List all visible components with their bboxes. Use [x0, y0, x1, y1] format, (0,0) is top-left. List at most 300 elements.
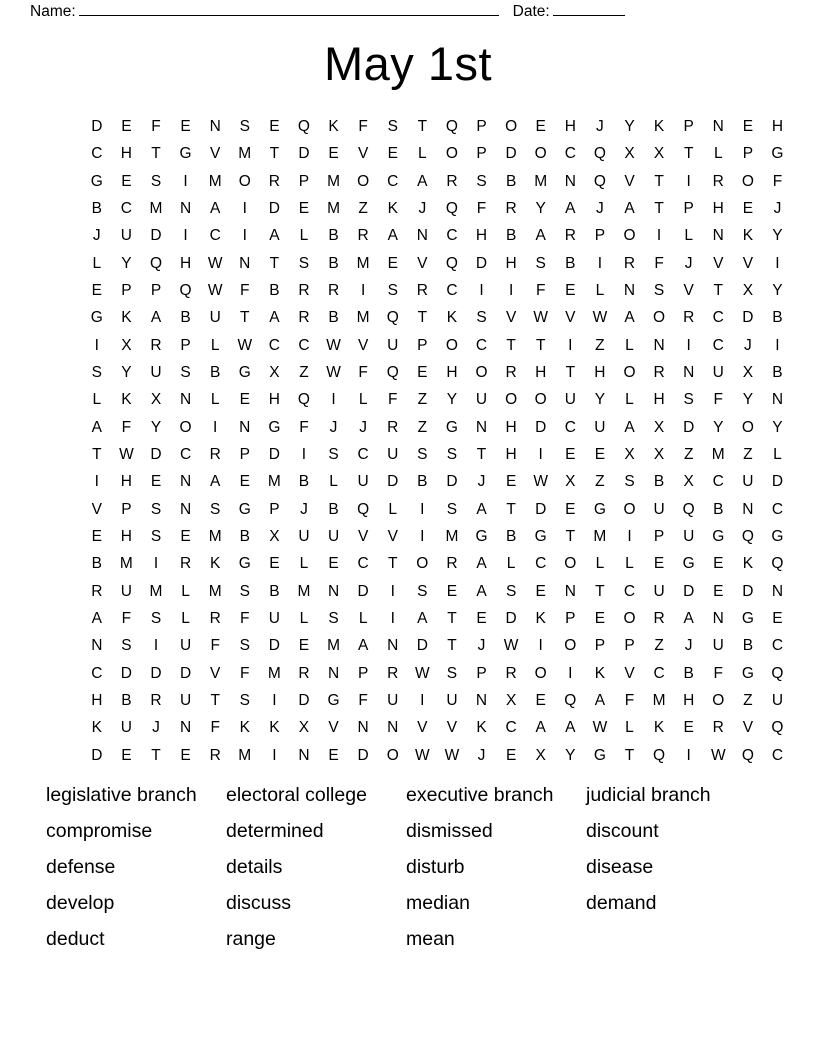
- grid-letter[interactable]: J: [596, 117, 604, 135]
- grid-letter[interactable]: D: [683, 418, 695, 436]
- grid-letter[interactable]: I: [331, 391, 336, 409]
- grid-letter[interactable]: A: [269, 227, 280, 245]
- grid-letter[interactable]: D: [742, 582, 754, 600]
- grid-letter[interactable]: E: [239, 391, 250, 409]
- grid-letter[interactable]: S: [239, 637, 250, 655]
- grid-letter[interactable]: B: [239, 528, 250, 546]
- grid-letter[interactable]: V: [683, 281, 694, 299]
- grid-letter[interactable]: E: [742, 117, 754, 135]
- grid-letter[interactable]: Q: [445, 117, 458, 135]
- grid-letter[interactable]: A: [565, 719, 576, 737]
- grid-letter[interactable]: F: [210, 719, 220, 737]
- grid-letter[interactable]: C: [475, 336, 488, 354]
- grid-letter[interactable]: B: [565, 254, 576, 272]
- grid-letter[interactable]: V: [328, 719, 339, 737]
- grid-letter[interactable]: R: [209, 610, 221, 628]
- grid-letter[interactable]: N: [564, 582, 576, 600]
- grid-letter[interactable]: T: [210, 692, 220, 710]
- grid-letter[interactable]: A: [476, 582, 487, 600]
- grid-letter[interactable]: A: [417, 610, 428, 628]
- grid-letter[interactable]: Y: [594, 391, 606, 409]
- grid-letter[interactable]: B: [417, 473, 428, 491]
- grid-letter[interactable]: V: [357, 145, 369, 163]
- grid-letter[interactable]: V: [446, 719, 458, 737]
- grid-letter[interactable]: C: [91, 145, 103, 163]
- grid-letter[interactable]: K: [210, 555, 221, 573]
- grid-letter[interactable]: Q: [741, 528, 754, 546]
- grid-letter[interactable]: S: [683, 391, 694, 409]
- grid-letter[interactable]: U: [683, 528, 695, 546]
- grid-letter[interactable]: K: [91, 719, 102, 737]
- grid-letter[interactable]: T: [92, 446, 102, 464]
- grid-letter[interactable]: N: [239, 254, 251, 272]
- grid-letter[interactable]: A: [594, 692, 606, 710]
- grid-letter[interactable]: I: [686, 746, 691, 764]
- grid-letter[interactable]: M: [267, 473, 281, 491]
- grid-letter[interactable]: I: [479, 281, 484, 299]
- grid-letter[interactable]: Z: [743, 446, 753, 464]
- grid-letter[interactable]: N: [209, 117, 221, 135]
- grid-letter[interactable]: A: [535, 719, 546, 737]
- grid-letter[interactable]: R: [446, 555, 458, 573]
- grid-letter[interactable]: A: [387, 227, 398, 245]
- grid-letter[interactable]: E: [594, 446, 606, 464]
- grid-letter[interactable]: M: [356, 254, 370, 272]
- name-write-in-line[interactable]: [79, 2, 499, 16]
- grid-letter[interactable]: J: [300, 500, 308, 518]
- grid-letter[interactable]: I: [183, 227, 188, 245]
- grid-letter[interactable]: E: [772, 610, 783, 628]
- grid-letter[interactable]: S: [505, 582, 517, 600]
- grid-letter[interactable]: A: [624, 418, 635, 436]
- grid-letter[interactable]: C: [387, 172, 399, 190]
- grid-letter[interactable]: M: [593, 528, 607, 546]
- grid-letter[interactable]: G: [179, 145, 192, 163]
- grid-letter[interactable]: D: [268, 637, 280, 655]
- grid-letter[interactable]: U: [120, 582, 132, 600]
- grid-letter[interactable]: W: [444, 746, 460, 764]
- grid-letter[interactable]: M: [208, 582, 222, 600]
- grid-letter[interactable]: R: [564, 227, 576, 245]
- grid-letter[interactable]: G: [327, 692, 340, 710]
- grid-letter[interactable]: C: [653, 664, 665, 682]
- grid-letter[interactable]: A: [210, 199, 221, 217]
- grid-letter[interactable]: J: [477, 473, 486, 491]
- grid-letter[interactable]: L: [595, 555, 605, 573]
- grid-letter[interactable]: B: [328, 309, 339, 327]
- word-bank-item[interactable]: details: [226, 856, 283, 879]
- grid-letter[interactable]: Z: [595, 336, 605, 354]
- grid-letter[interactable]: O: [445, 145, 458, 163]
- grid-letter[interactable]: I: [538, 637, 543, 655]
- grid-letter[interactable]: C: [771, 637, 784, 655]
- grid-letter[interactable]: Z: [417, 418, 428, 436]
- word-bank-item[interactable]: demand: [586, 892, 657, 915]
- grid-letter[interactable]: L: [210, 336, 220, 354]
- grid-letter[interactable]: D: [150, 227, 162, 245]
- grid-letter[interactable]: T: [506, 336, 516, 354]
- grid-letter[interactable]: V: [624, 664, 635, 682]
- grid-letter[interactable]: J: [359, 418, 368, 436]
- grid-letter[interactable]: R: [505, 199, 517, 217]
- grid-letter[interactable]: Y: [772, 418, 783, 436]
- grid-letter[interactable]: R: [683, 309, 695, 327]
- grid-letter[interactable]: J: [92, 227, 101, 245]
- grid-letter[interactable]: V: [742, 719, 754, 737]
- grid-letter[interactable]: S: [150, 172, 162, 190]
- grid-letter[interactable]: Q: [357, 500, 370, 518]
- grid-letter[interactable]: L: [625, 391, 634, 409]
- grid-letter[interactable]: U: [268, 610, 280, 628]
- grid-letter[interactable]: B: [328, 227, 339, 245]
- grid-letter[interactable]: O: [475, 364, 488, 382]
- grid-letter[interactable]: P: [150, 281, 162, 299]
- grid-letter[interactable]: T: [476, 446, 487, 464]
- grid-letter[interactable]: K: [239, 719, 250, 737]
- grid-letter[interactable]: W: [237, 336, 253, 354]
- grid-letter[interactable]: E: [328, 746, 339, 764]
- grid-letter[interactable]: V: [357, 528, 369, 546]
- grid-letter[interactable]: P: [417, 336, 428, 354]
- grid-letter[interactable]: B: [653, 473, 665, 491]
- grid-letter[interactable]: I: [627, 528, 632, 546]
- word-bank-item[interactable]: determined: [226, 820, 324, 843]
- grid-letter[interactable]: B: [505, 227, 517, 245]
- grid-letter[interactable]: O: [179, 418, 192, 436]
- grid-letter[interactable]: F: [388, 391, 398, 409]
- grid-letter[interactable]: C: [446, 281, 458, 299]
- grid-letter[interactable]: T: [683, 145, 694, 163]
- grid-letter[interactable]: G: [682, 555, 695, 573]
- grid-letter[interactable]: L: [210, 391, 220, 409]
- grid-letter[interactable]: J: [684, 637, 693, 655]
- grid-letter[interactable]: U: [387, 692, 399, 710]
- grid-letter[interactable]: I: [183, 172, 188, 190]
- grid-letter[interactable]: C: [771, 746, 784, 764]
- grid-letter[interactable]: D: [505, 610, 517, 628]
- grid-letter[interactable]: T: [417, 309, 428, 327]
- grid-letter[interactable]: A: [476, 555, 487, 573]
- grid-letter[interactable]: O: [623, 500, 636, 518]
- grid-letter[interactable]: L: [418, 145, 427, 163]
- grid-letter[interactable]: F: [358, 692, 368, 710]
- grid-letter[interactable]: D: [416, 637, 428, 655]
- grid-letter[interactable]: P: [239, 446, 250, 464]
- grid-letter[interactable]: Z: [654, 637, 664, 655]
- grid-letter[interactable]: X: [535, 746, 546, 764]
- grid-letter[interactable]: F: [240, 664, 250, 682]
- grid-letter[interactable]: Z: [358, 199, 368, 217]
- grid-letter[interactable]: M: [208, 528, 222, 546]
- grid-letter[interactable]: B: [505, 528, 517, 546]
- grid-letter[interactable]: A: [357, 637, 369, 655]
- grid-letter[interactable]: Q: [564, 692, 577, 710]
- grid-letter[interactable]: I: [94, 336, 99, 354]
- grid-letter[interactable]: D: [505, 145, 517, 163]
- grid-letter[interactable]: H: [446, 364, 458, 382]
- grid-letter[interactable]: J: [152, 719, 160, 737]
- word-bank-item[interactable]: electoral college: [226, 784, 367, 807]
- grid-letter[interactable]: K: [387, 199, 398, 217]
- grid-letter[interactable]: D: [357, 746, 369, 764]
- grid-letter[interactable]: P: [476, 664, 487, 682]
- grid-letter[interactable]: H: [268, 391, 280, 409]
- grid-letter[interactable]: F: [713, 391, 723, 409]
- grid-letter[interactable]: E: [239, 473, 250, 491]
- grid-letter[interactable]: A: [624, 309, 635, 327]
- grid-letter[interactable]: H: [120, 528, 132, 546]
- grid-letter[interactable]: Z: [299, 364, 309, 382]
- grid-letter[interactable]: X: [742, 364, 754, 382]
- grid-letter[interactable]: A: [535, 227, 546, 245]
- grid-letter[interactable]: R: [150, 692, 162, 710]
- grid-letter[interactable]: T: [506, 500, 516, 518]
- grid-letter[interactable]: X: [653, 418, 665, 436]
- grid-letter[interactable]: H: [594, 364, 606, 382]
- grid-letter[interactable]: N: [742, 500, 754, 518]
- grid-letter[interactable]: S: [387, 281, 398, 299]
- grid-letter[interactable]: P: [742, 145, 754, 163]
- grid-letter[interactable]: T: [269, 145, 280, 163]
- grid-letter[interactable]: S: [150, 500, 162, 518]
- grid-letter[interactable]: B: [210, 364, 221, 382]
- grid-letter[interactable]: V: [210, 145, 221, 163]
- grid-letter[interactable]: K: [653, 719, 665, 737]
- grid-letter[interactable]: M: [327, 637, 340, 655]
- grid-letter[interactable]: U: [564, 391, 576, 409]
- grid-letter[interactable]: L: [713, 145, 723, 163]
- grid-letter[interactable]: T: [535, 336, 546, 354]
- grid-letter[interactable]: A: [210, 473, 221, 491]
- grid-letter[interactable]: O: [712, 692, 725, 710]
- grid-letter[interactable]: E: [150, 473, 162, 491]
- grid-letter[interactable]: T: [624, 746, 635, 764]
- grid-letter[interactable]: R: [209, 746, 221, 764]
- grid-letter[interactable]: O: [416, 555, 429, 573]
- grid-letter[interactable]: C: [771, 500, 784, 518]
- grid-letter[interactable]: Y: [713, 418, 724, 436]
- grid-letter[interactable]: E: [535, 117, 546, 135]
- grid-letter[interactable]: M: [711, 446, 725, 464]
- grid-letter[interactable]: D: [535, 500, 547, 518]
- grid-letter[interactable]: I: [508, 281, 514, 299]
- grid-letter[interactable]: I: [94, 473, 99, 491]
- word-bank-item[interactable]: disease: [586, 856, 654, 879]
- grid-letter[interactable]: U: [387, 446, 399, 464]
- grid-letter[interactable]: G: [712, 528, 725, 546]
- grid-letter[interactable]: K: [328, 117, 339, 135]
- grid-letter[interactable]: O: [386, 746, 399, 764]
- grid-letter[interactable]: P: [594, 637, 606, 655]
- grid-letter[interactable]: R: [446, 172, 458, 190]
- grid-letter[interactable]: U: [594, 418, 606, 436]
- grid-letter[interactable]: F: [654, 254, 664, 272]
- grid-letter[interactable]: C: [357, 446, 369, 464]
- grid-letter[interactable]: F: [151, 117, 161, 135]
- grid-letter[interactable]: E: [121, 117, 132, 135]
- grid-letter[interactable]: S: [239, 117, 250, 135]
- word-bank-item[interactable]: compromise: [46, 820, 153, 843]
- grid-letter[interactable]: P: [298, 172, 310, 190]
- grid-letter[interactable]: I: [420, 500, 425, 518]
- grid-letter[interactable]: I: [420, 692, 425, 710]
- grid-letter[interactable]: H: [91, 692, 103, 710]
- grid-letter[interactable]: O: [623, 364, 636, 382]
- grid-letter[interactable]: M: [297, 582, 311, 600]
- grid-letter[interactable]: E: [269, 555, 280, 573]
- grid-letter[interactable]: N: [91, 637, 103, 655]
- grid-letter[interactable]: S: [476, 309, 487, 327]
- grid-letter[interactable]: B: [269, 582, 280, 600]
- grid-letter[interactable]: P: [683, 117, 694, 135]
- grid-letter[interactable]: U: [298, 528, 310, 546]
- grid-letter[interactable]: T: [713, 281, 723, 299]
- grid-letter[interactable]: U: [179, 637, 192, 655]
- grid-letter[interactable]: L: [181, 610, 190, 628]
- word-bank-item[interactable]: mean: [406, 928, 455, 951]
- word-bank-item[interactable]: defense: [46, 856, 116, 879]
- grid-letter[interactable]: G: [593, 746, 606, 764]
- grid-letter[interactable]: L: [92, 254, 102, 272]
- grid-letter[interactable]: N: [771, 391, 784, 409]
- grid-letter[interactable]: R: [298, 309, 310, 327]
- grid-letter[interactable]: L: [388, 500, 398, 518]
- grid-letter[interactable]: S: [239, 582, 250, 600]
- grid-letter[interactable]: N: [653, 336, 665, 354]
- grid-letter[interactable]: D: [357, 582, 369, 600]
- grid-letter[interactable]: E: [298, 637, 310, 655]
- grid-letter[interactable]: X: [505, 692, 517, 710]
- grid-letter[interactable]: N: [179, 199, 192, 217]
- grid-letter[interactable]: A: [683, 610, 694, 628]
- grid-letter[interactable]: K: [121, 309, 132, 327]
- grid-letter[interactable]: R: [387, 664, 399, 682]
- grid-letter[interactable]: G: [741, 610, 754, 628]
- grid-letter[interactable]: E: [565, 446, 576, 464]
- grid-letter[interactable]: I: [153, 637, 159, 655]
- grid-letter[interactable]: W: [326, 336, 341, 354]
- grid-letter[interactable]: S: [150, 610, 162, 628]
- grid-letter[interactable]: S: [91, 364, 102, 382]
- grid-letter[interactable]: S: [121, 637, 132, 655]
- grid-letter[interactable]: N: [771, 582, 784, 600]
- grid-letter[interactable]: M: [119, 555, 133, 573]
- word-bank-item[interactable]: discount: [586, 820, 659, 843]
- grid-letter[interactable]: X: [653, 446, 665, 464]
- grid-letter[interactable]: W: [533, 473, 549, 491]
- grid-letter[interactable]: A: [91, 610, 102, 628]
- grid-letter[interactable]: I: [568, 664, 573, 682]
- date-write-in-line[interactable]: [553, 2, 625, 16]
- grid-letter[interactable]: U: [712, 364, 724, 382]
- grid-letter[interactable]: F: [210, 637, 220, 655]
- grid-letter[interactable]: C: [209, 227, 221, 245]
- grid-letter[interactable]: E: [565, 281, 576, 299]
- grid-letter[interactable]: N: [387, 719, 399, 737]
- grid-letter[interactable]: G: [593, 500, 606, 518]
- grid-letter[interactable]: R: [712, 172, 724, 190]
- grid-letter[interactable]: P: [476, 117, 487, 135]
- grid-letter[interactable]: K: [653, 117, 665, 135]
- grid-letter[interactable]: I: [775, 254, 780, 272]
- grid-letter[interactable]: E: [180, 528, 191, 546]
- grid-letter[interactable]: I: [420, 528, 425, 546]
- grid-letter[interactable]: C: [91, 664, 103, 682]
- grid-letter[interactable]: L: [181, 582, 190, 600]
- grid-letter[interactable]: U: [179, 692, 192, 710]
- grid-letter[interactable]: W: [503, 637, 519, 655]
- grid-letter[interactable]: M: [238, 145, 252, 163]
- grid-letter[interactable]: R: [298, 664, 310, 682]
- grid-letter[interactable]: S: [417, 582, 428, 600]
- grid-letter[interactable]: X: [742, 281, 754, 299]
- grid-letter[interactable]: D: [91, 746, 103, 764]
- word-bank-item[interactable]: range: [226, 928, 276, 951]
- grid-letter[interactable]: O: [505, 391, 518, 409]
- grid-letter[interactable]: G: [90, 172, 103, 190]
- grid-letter[interactable]: B: [713, 500, 724, 518]
- grid-letter[interactable]: Q: [386, 364, 399, 382]
- grid-letter[interactable]: O: [564, 555, 577, 573]
- grid-letter[interactable]: L: [684, 227, 693, 245]
- grid-letter[interactable]: Q: [297, 391, 310, 409]
- grid-letter[interactable]: E: [653, 555, 665, 573]
- grid-letter[interactable]: L: [299, 555, 309, 573]
- grid-letter[interactable]: N: [179, 473, 192, 491]
- grid-letter[interactable]: O: [564, 637, 577, 655]
- grid-letter[interactable]: R: [653, 364, 665, 382]
- grid-letter[interactable]: X: [624, 145, 635, 163]
- grid-letter[interactable]: X: [683, 473, 694, 491]
- grid-letter[interactable]: W: [592, 309, 608, 327]
- grid-letter[interactable]: U: [653, 582, 665, 600]
- grid-letter[interactable]: Q: [682, 500, 695, 518]
- grid-letter[interactable]: S: [446, 500, 458, 518]
- grid-letter[interactable]: B: [121, 692, 132, 710]
- grid-letter[interactable]: Y: [772, 281, 783, 299]
- grid-letter[interactable]: W: [710, 746, 726, 764]
- grid-letter[interactable]: U: [446, 692, 458, 710]
- grid-letter[interactable]: Q: [771, 555, 784, 573]
- grid-letter[interactable]: G: [534, 528, 547, 546]
- grid-letter[interactable]: Q: [445, 254, 458, 272]
- grid-letter[interactable]: L: [358, 610, 368, 628]
- grid-letter[interactable]: I: [213, 418, 218, 436]
- grid-letter[interactable]: Q: [593, 172, 606, 190]
- grid-letter[interactable]: O: [357, 172, 370, 190]
- grid-letter[interactable]: F: [121, 418, 132, 436]
- grid-letter[interactable]: Q: [771, 664, 784, 682]
- grid-letter[interactable]: P: [565, 610, 576, 628]
- grid-letter[interactable]: A: [417, 172, 428, 190]
- grid-letter[interactable]: O: [623, 610, 636, 628]
- grid-letter[interactable]: D: [120, 664, 132, 682]
- grid-letter[interactable]: I: [242, 227, 247, 245]
- grid-letter[interactable]: H: [505, 254, 517, 272]
- grid-letter[interactable]: R: [150, 336, 162, 354]
- grid-letter[interactable]: N: [623, 281, 636, 299]
- grid-letter[interactable]: K: [446, 309, 458, 327]
- grid-letter[interactable]: D: [91, 117, 103, 135]
- grid-letter[interactable]: P: [683, 199, 694, 217]
- grid-letter[interactable]: N: [475, 692, 488, 710]
- grid-letter[interactable]: Q: [445, 199, 458, 217]
- grid-letter[interactable]: U: [387, 336, 399, 354]
- grid-letter[interactable]: B: [742, 637, 754, 655]
- grid-letter[interactable]: C: [298, 336, 310, 354]
- grid-letter[interactable]: L: [625, 336, 634, 354]
- grid-letter[interactable]: H: [653, 391, 665, 409]
